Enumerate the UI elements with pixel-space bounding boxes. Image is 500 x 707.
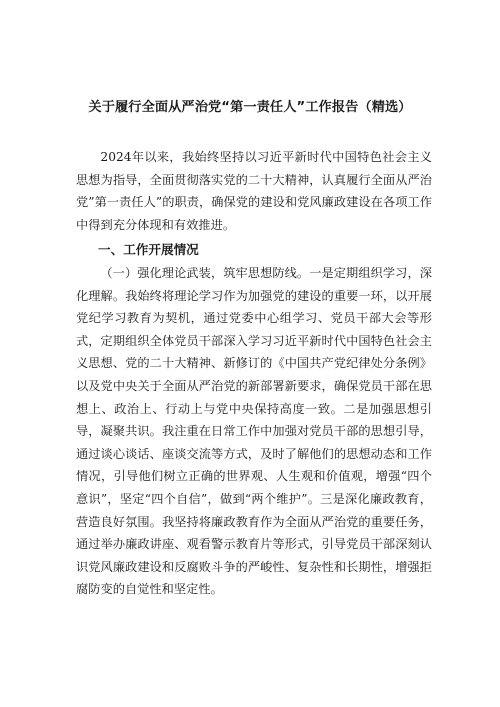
section-heading: 一、工作开展情况 [98,242,199,257]
section-paragraph-block [76,262,432,601]
intro-paragraph: 2024年以来，我始终坚持以习近平新时代中国特色社会主义思想为指导，全面贯彻落实党的二十大精神，认真履行全面从严治党”第一责任人”的职责，确保党的建设和党风廉政建设在各项工作中得到充分体现和有效推进。 [76,150,432,232]
intro-paragraph-block [76,146,432,236]
document-title: 关于履行全面从严治党“第一责任人”工作报告（精选） [88,100,412,115]
section-paragraph: （一）强化理论武装，筑牢思想防线。一是定期组织学习，深化理解。我始终将理论学习作为加强党的建设的重要一环，以开展党纪学习教育为契机，通过党委中心组学习、党员干部大会等形式，定期组织全体党员干部深入学习习近平新时代中国特色社会主义思想、党的二十大精神、新修订的《中国共产党纪律处分条例》以及党中央关于全面从严治党的新部署新要求，确保党员干部在思想上、政治上、行动上与党中央保持高度一致。二是加强思想引导，凝聚共识。我注重在日常工作中加强对党员干部的思想引导，通过谈心谈话、座谈交流等方式，及时了解他们的思想动态和工作情况，引导他们树立正确的世界观、人生观和价值观，增强“四个意识”，坚定“四个自信”，做到“两个维护”。三是深化廉政教育，营造良好氛围。我坚持将廉政教育作为全面从严治党的重要任务，通过举办廉政讲座、观看警示教育片等形式，引导党员干部深刻认识党风廉政建设和反腐败斗争的严峻性、复杂性和长期性，增强拒腐防变的自觉性和坚定性。 [76,266,432,597]
